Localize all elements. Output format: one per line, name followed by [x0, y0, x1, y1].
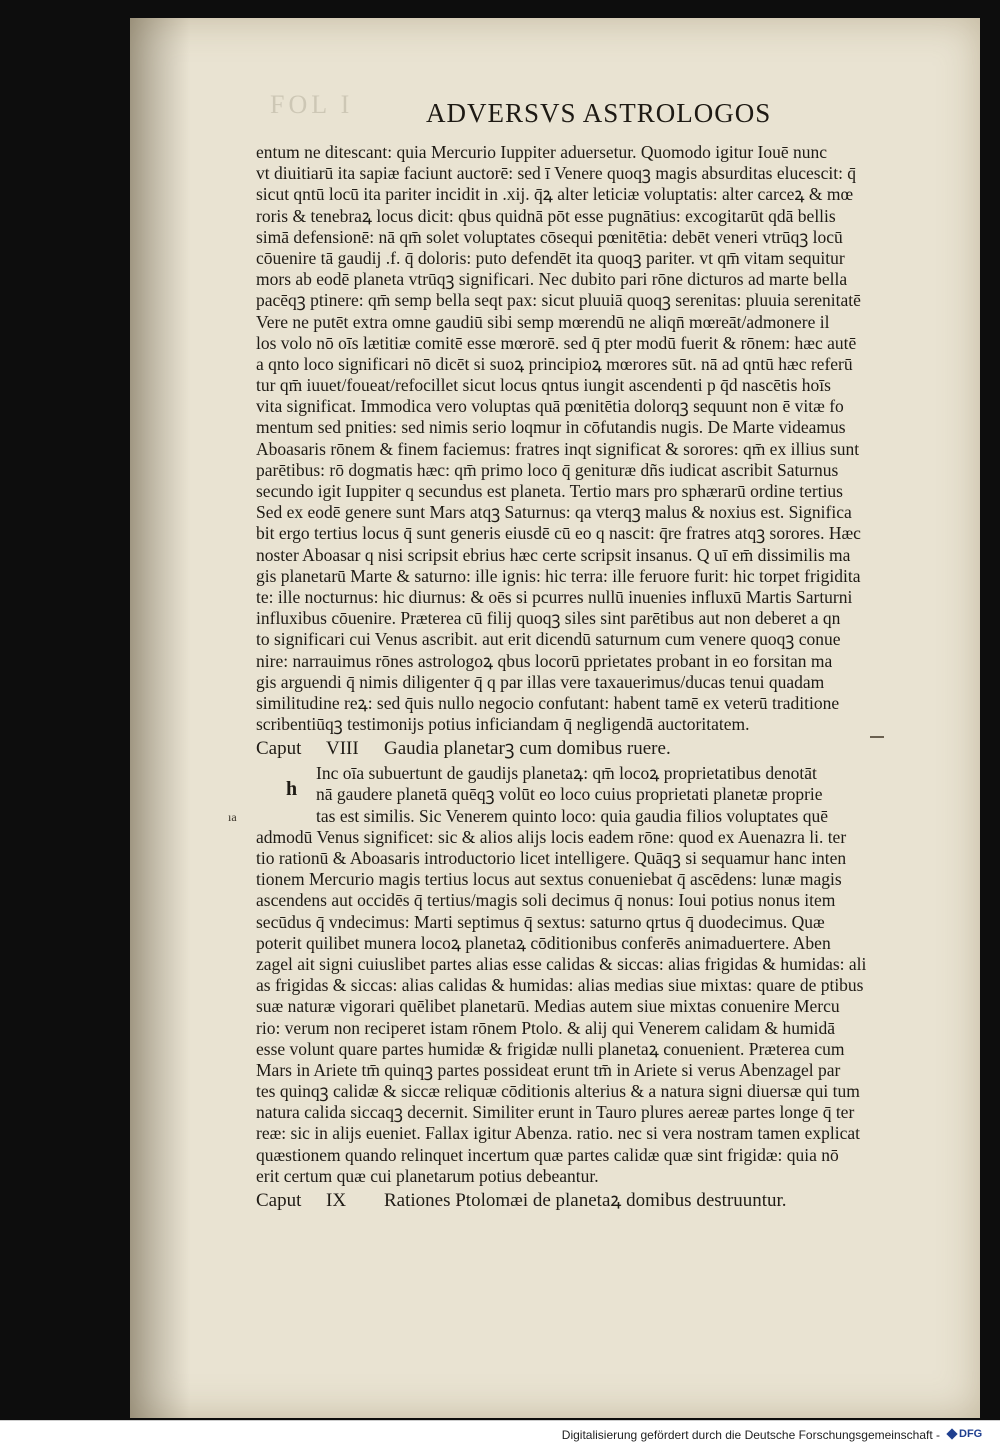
- text-line: scribentiūqꝫ testimonijs potius inficiandam q̄ negligendā auctoritatem.: [256, 714, 750, 735]
- text-line: reæ: sic in alijs eueniet. Fallax igitur Abenza. ratio. nec si vera nostram tamen explicat: [256, 1123, 861, 1144]
- footer-bar: [0, 1420, 1000, 1449]
- text-line: los volo nō oīs lætitiæ comitē esse mœrorē. sed q̄ pter modū fuerit & rōnem: hæc autē: [256, 332, 857, 353]
- text-line: parētibus: rō dogmatis hæc: qm̄ primo loco q̄ genituræ dñs iudicat ascribit Saturnus: [256, 459, 839, 480]
- chapter-heading-viii: [256, 737, 866, 761]
- text-line: cōuenire tā gaudij .f. q̄ doloris: puto defendēt ita quoqꝫ pariter. vt qm̄ vitam sequitur: [256, 247, 845, 268]
- text-line: zagel ait signi cuiuslibet partes alias esse calidas & siccas: alias frigidas & humidas: ali: [256, 953, 866, 974]
- text-line: mentum sed pnities: sed nimis serio loqmur in cōfutandis nugis. De Marte videamus: [256, 417, 846, 438]
- text-line: mors ab eodē planeta vtrūqꝫ significari. Nec dubito pari rōne dicturos ad marte bella: [256, 269, 848, 290]
- chapter-heading-ix: [256, 1189, 866, 1213]
- margin-note: ıa: [228, 810, 237, 824]
- initial-guide-letter: h: [286, 778, 298, 800]
- text-line: tur qm̄ iuuet/foueat/refocillet sicut locus qntus iungit ascendenti p q̄d nascētis hoīs: [256, 375, 831, 396]
- main-text-block: [256, 142, 866, 1215]
- text-line: noster Aboasar q nisi scripsit ebrius hæc certe scripsit insanus. Q uī em̄ dissimilis ma: [256, 544, 851, 565]
- text-line: admodū Venus significet: sic & alios alijs locis eadem rōne: quod ex Auenazra li. ter: [256, 826, 847, 847]
- text-line: poterit quilibet munera locoꝝ planetaꝝ cōditionibus conferēs animaduertere. Aben: [256, 932, 831, 953]
- text-line: bit ergo tertius locus q̄ sunt generis eiusdē cū eo q nascit: q̄re fratres atqꝫ sorores. Hæc: [256, 523, 861, 544]
- chapter-title: Rationes Ptolomæi de planetaꝝ domibus destruuntur.: [384, 1190, 787, 1211]
- text-line: quæstionem quando relinquet incertum quæ partes calidæ quæ sint frigidæ: quia nō: [256, 1144, 839, 1165]
- text-line: tionem Mercurio magis tertius locus aut sextus conueniebat q̄ ascēdens: lunæ magis: [256, 869, 842, 890]
- chapter-number: IX: [326, 1190, 347, 1211]
- dfg-logo[interactable]: [948, 1426, 992, 1442]
- margin-mark: [870, 736, 884, 738]
- text-line: vt diuitiarū ita sapiæ faciunt auctorē: sed ī Venere quoqꝫ magis absurditas elucescit: q̄: [256, 163, 857, 184]
- text-line: suæ naturæ vigorari quēlibet planetarū. Medias autem siue mixtas conuenire Mercu: [256, 996, 840, 1017]
- show-through-folio: FOL I: [270, 90, 354, 119]
- text-line: entum ne ditescant: quia Mercurio Iuppiter aduersetur. Quomodo igitur Iouē nunc: [256, 142, 828, 162]
- book-page: [130, 18, 980, 1418]
- funding-note: Digitalisierung gefördert durch die Deutsche Forschungsgemeinschaft -: [561, 1428, 940, 1442]
- text-line: ascendens aut occidēs q̄ tertius/magis soli decimus q̄ nonus: Ioui potius nonus item: [256, 890, 836, 911]
- text-line: Inc oīa subuertunt de gaudijs planetaꝝ: qm̄ locoꝝ proprietatibus denotāt: [316, 763, 817, 784]
- text-line: simā defensionē: nā qm̄ solet voluptates cōsequi pœnitētia: debēt veneri vtrūqꝫ locū: [256, 226, 843, 247]
- chapter-number: VIII: [326, 738, 359, 760]
- text-line: nā gaudere planetā quēqꝫ volūt eo loco cuius proprietati planetæ proprie: [316, 784, 823, 805]
- text-line: tes quinqꝫ calidæ & siccæ reliquæ cōditionis alterius & a natura signi diuersæ qui tum: [256, 1081, 860, 1102]
- text-line: influxibus cōuenire. Præterea cū filij quoqꝫ siles sint parētibus aut non deberet a qn: [256, 608, 841, 629]
- text-line: erit certum quæ cui planetarum potius debeantur.: [256, 1165, 599, 1186]
- text-part-1: [256, 142, 866, 735]
- text-line: te: ille nocturnus: hic diurnus: & oēs si pcurres nullū inuenies influxū Martis Sarturni: [256, 586, 853, 607]
- running-head: ADVERSVS ASTROLOGOS: [426, 98, 772, 128]
- chapter-label: Caput: [256, 738, 302, 760]
- text-line: gis planetarū Marte & saturno: ille ignis: hic terra: ille feruore furit: hic torpet frigidita: [256, 565, 861, 586]
- text-line: secundo igit Iuppiter q secundus est planeta. Tertio mars pro sphærarū ordine tertius: [256, 481, 843, 501]
- text-line: roris & tenebraꝝ locus dicit: qbus quidnā pōt esse pugnātius: excogitarūt qdā bellis: [256, 205, 836, 226]
- chapter-label: Caput: [256, 1190, 302, 1211]
- dfg-logo-icon: [946, 1428, 957, 1439]
- text-line: tas est similis. Sic Venerem quinto loco: quia gaudia filios voluptates quē: [316, 805, 828, 826]
- dfg-logo-text: DFG: [959, 1428, 983, 1440]
- text-line: natura calida siccaqꝫ decernit. Similiter erunt in Tauro plures aereæ partes longe q̄ ter: [256, 1102, 855, 1123]
- text-line: tio rationū & Aboasaris introductorio licet intelligere. Quāqꝫ si sequamur hanc inten: [256, 848, 847, 868]
- chapter-title: Gaudia planetarꝫ cum domibus ruere.: [384, 738, 671, 760]
- text-line: Mars in Ariete tm̄ quinqꝫ partes possideat erunt tm̄ in Ariete si verus Abenzagel par: [256, 1059, 841, 1080]
- text-line: a qnto loco significari nō dicēt si suoꝝ principioꝝ mœrores sūt. nā ad qntū hæc referū: [256, 353, 853, 374]
- text-line: as frigidas & siccas: alias calidas & humidas: alias medias siue mixtas: quare de ptibus: [256, 975, 864, 996]
- text-line: esse volunt quare partes humidæ & frigidæ nulli planetaꝝ conuenient. Præterea cum: [256, 1038, 845, 1059]
- text-line: sicut qntū locū ita pariter incidit in .xij. q̄ꝝ alter leticiæ voluptatis: alter carceꝝ & mœ: [256, 184, 854, 205]
- gutter-shadow: [130, 18, 190, 1418]
- text-line: to significari cui Venus ascribit. aut erit dicendū saturnum cum venere quoqꝫ conue: [256, 629, 841, 650]
- text-line: pacēqꝫ ptinere: qm̄ semp bella seqt pax: sicut pluuiā quoqꝫ serenitas: pluuia serenitatē: [256, 290, 861, 311]
- text-line: rio: verum non reciperet istam rōnem Ptolo. & alij qui Venerem calidam & humidā: [256, 1017, 835, 1038]
- text-line: secūdus q̄ vndecimus: Marti septimus q̄ sextus: saturno qrtus q̄ duodecimus. Quæ: [256, 911, 825, 932]
- text-line: similitudine reꝝ: sed q̄uis nullo negocio confutant: habent tamē ex veterū traditione: [256, 692, 840, 713]
- text-part-2: [256, 763, 866, 1187]
- text-line: vita significat. Immodica vero voluptas quā pœnitētia dolorqꝫ sequunt non ē vitæ fo: [256, 396, 844, 417]
- text-line: gis arguendi q̄ nimis diligenter q̄ q par illas vere taxauerimus/ducas tenui quadam: [256, 671, 825, 692]
- text-line: Vere ne putēt extra omne gaudiū sibi semp mœrendū ne aliqn̄ mœreāt/admonere il: [256, 311, 830, 332]
- text-line: Aboasaris rōnem & finem faciemus: fratres inqt significat & sorores: qm̄ ex illius sunt: [256, 438, 860, 459]
- text-line: Sed ex eodē genere sunt Mars atqꝫ Saturnus: qa vterqꝫ malus & noxius est. Significa: [256, 502, 852, 523]
- text-line: nire: narrauimus rōnes astrologoꝝ qbus locorū pprietates probant in eo forsitan ma: [256, 650, 833, 671]
